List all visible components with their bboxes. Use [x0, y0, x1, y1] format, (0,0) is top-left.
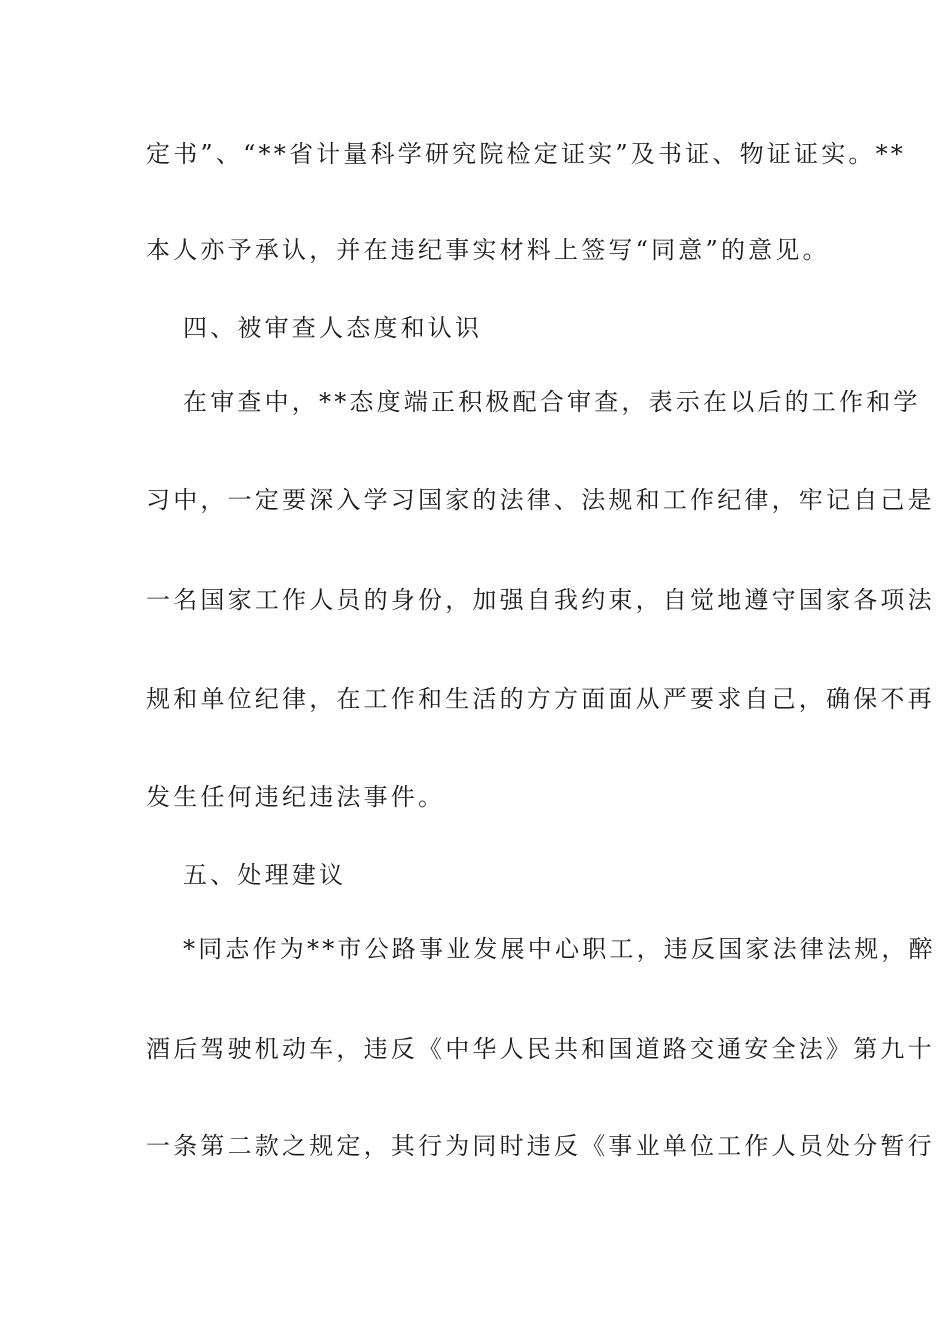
- body-line: 酒后驾驶机动车，违反《中华人民共和国道路交通安全法》第九十: [146, 1035, 935, 1063]
- section-heading-5: 五、处理建议: [183, 861, 347, 889]
- body-line: 一条第二款之规定，其行为同时违反《事业单位工作人员处分暂行: [146, 1132, 935, 1160]
- body-line: 发生任何违纪违法事件。: [146, 783, 446, 811]
- paragraph-first-line: *同志作为**市公路事业发展中心职工，违反国家法律法规，醉: [183, 935, 936, 963]
- body-line: 习中，一定要深入学习国家的法律、法规和工作纪律，牢记自己是: [146, 486, 935, 514]
- body-line: 定书”、“**省计量科学研究院检定证实”及书证、物证证实。**: [146, 140, 907, 168]
- body-line: 一名国家工作人员的身份，加强自我约束，自觉地遵守国家各项法: [146, 586, 935, 614]
- body-line: 本人亦予承认，并在违纪事实材料上签写“同意”的意见。: [146, 236, 830, 264]
- paragraph-first-line: 在审查中，**态度端正积极配合审查，表示在以后的工作和学: [183, 388, 921, 416]
- body-line: 规和单位纪律，在工作和生活的方方面面从严要求自己，确保不再: [146, 685, 935, 713]
- section-heading-4: 四、被审查人态度和认识: [183, 314, 483, 342]
